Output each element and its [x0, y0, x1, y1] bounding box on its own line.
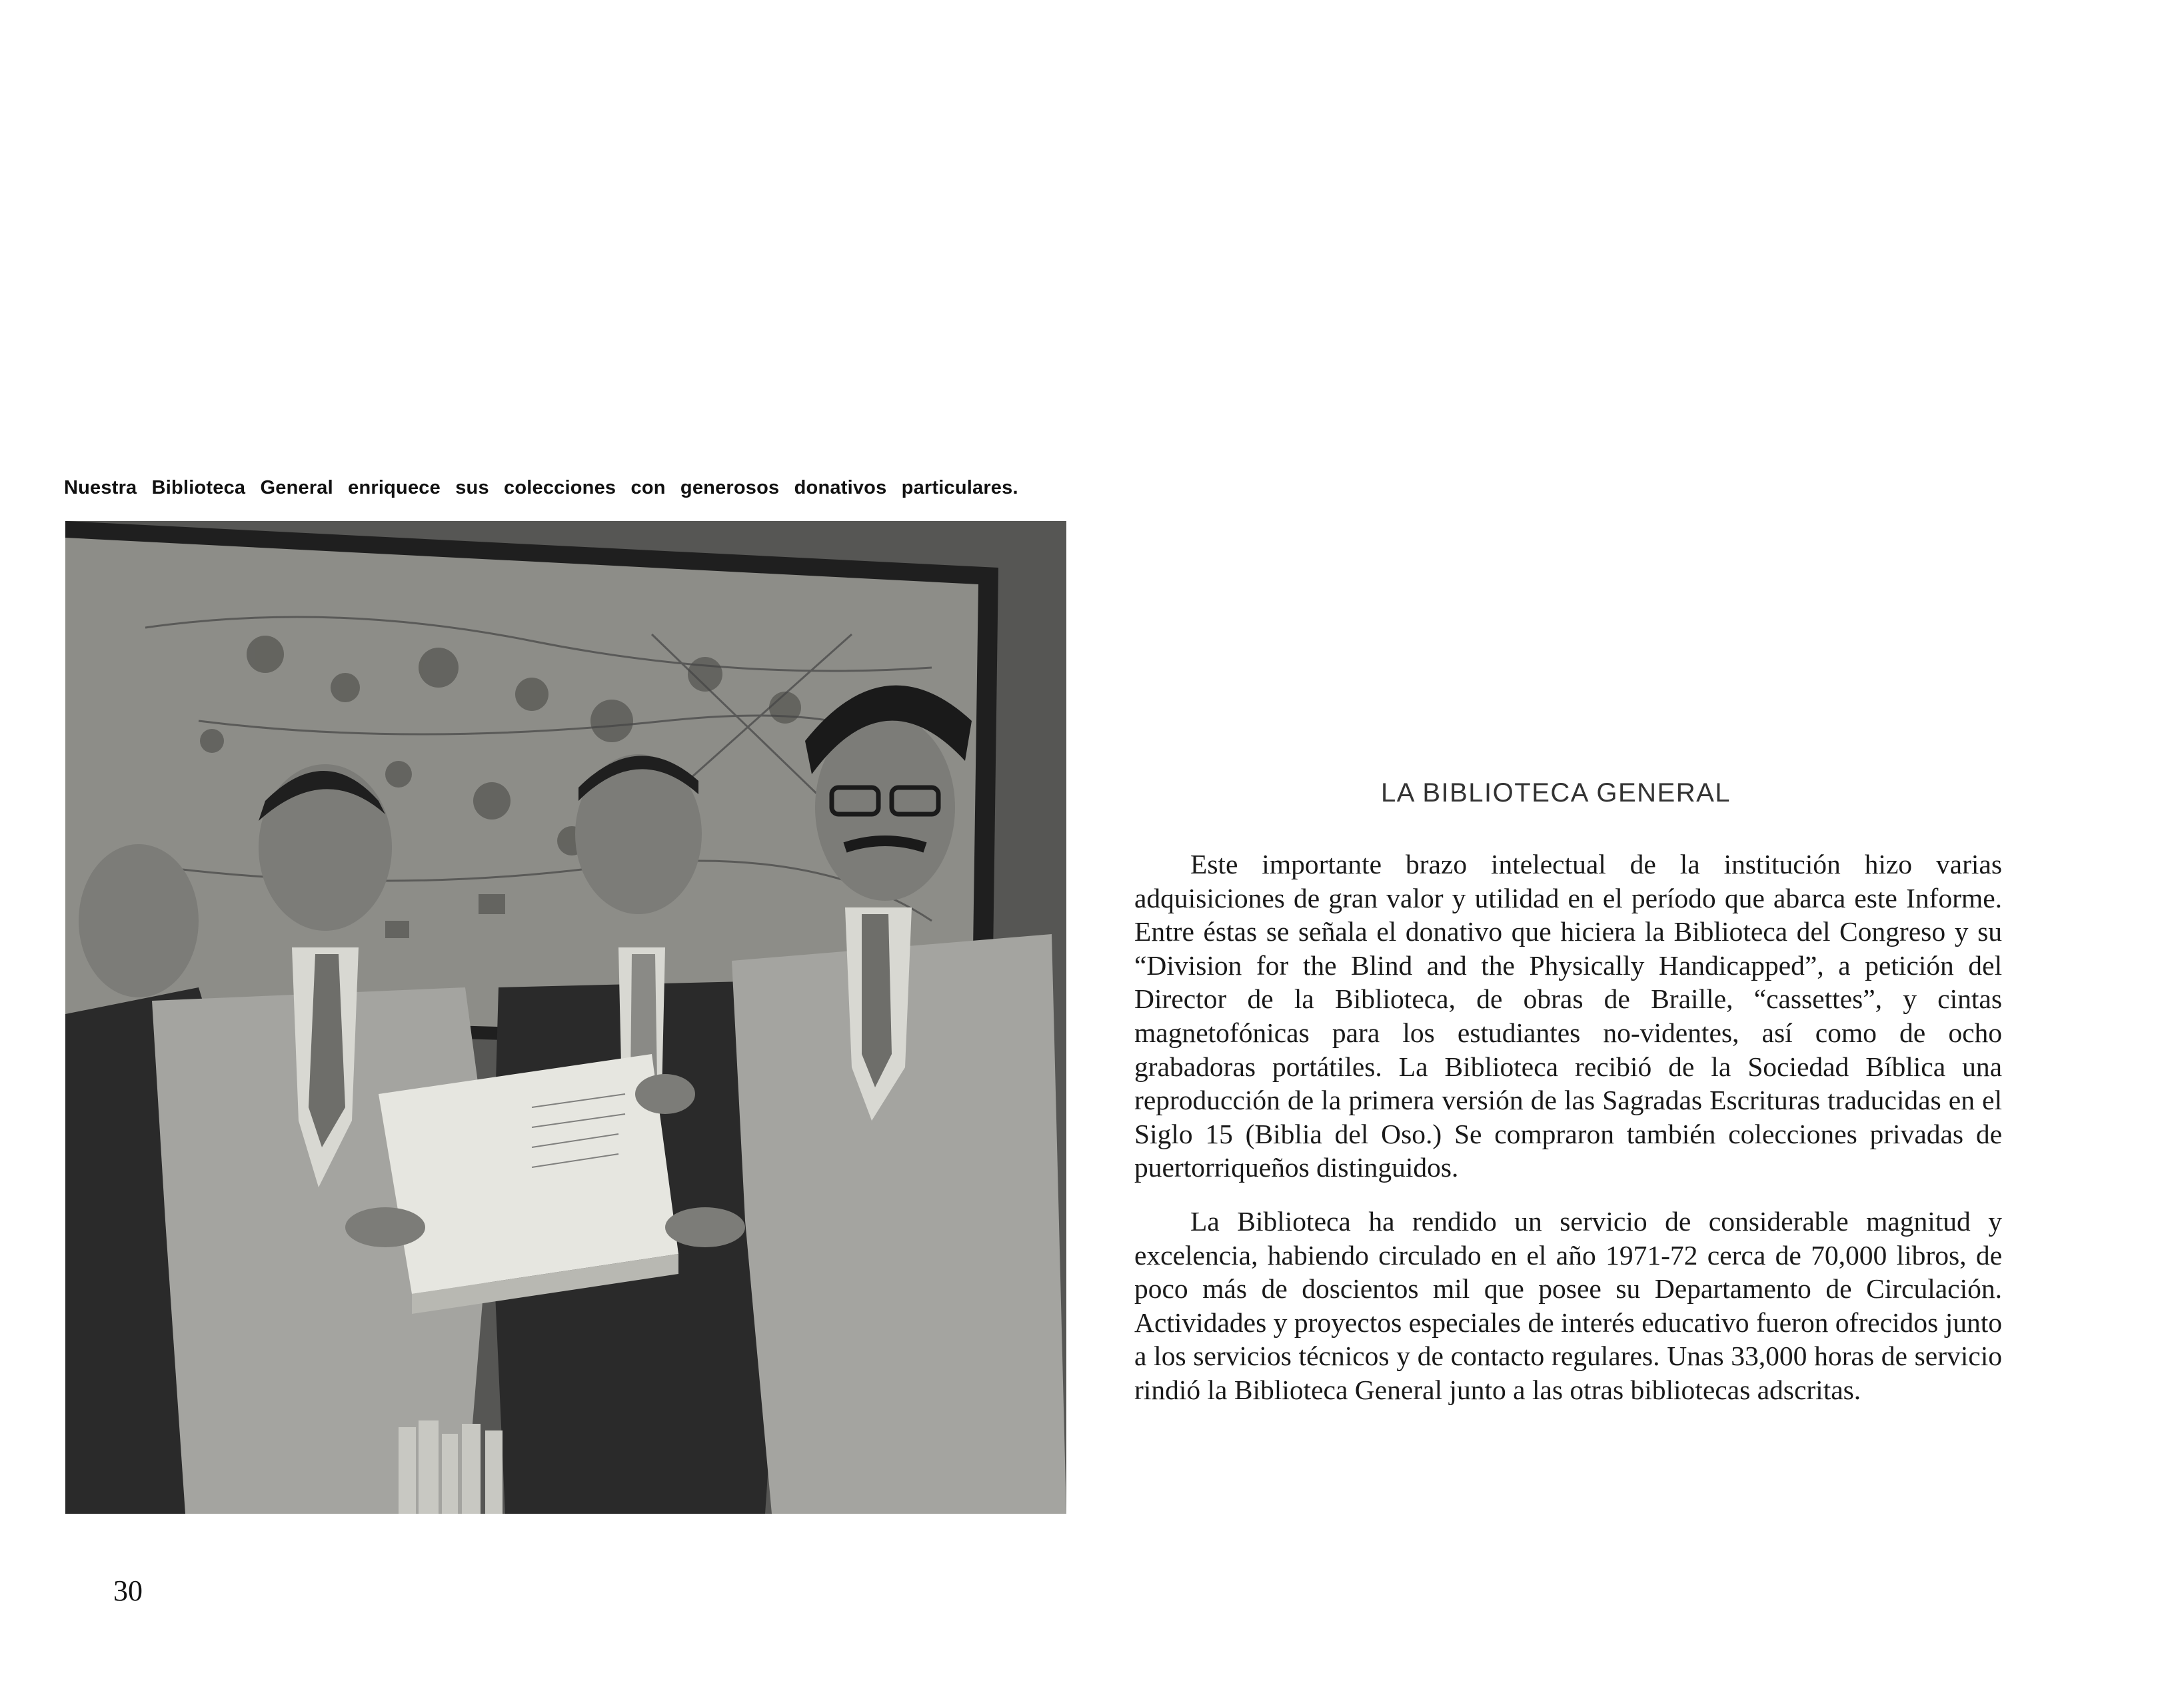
- paragraph-1: Este importante brazo intelectual de la institución hizo varias adquisiciones de gran valor y utilidad en el período que abarca este Informe. Entre éstas se señala el donativo que hiciera la Biblioteca del Congreso y su “Division for the Blind and the Physically Handicapped”, a petición del Director de la Biblioteca, de obras de Braille, “cassettes”, y cintas magnetofónicas para los estudiantes no-videntes, así como de ocho grabadoras portátiles. La Biblioteca recibió de la Sociedad Bíblica una reproducción de la primera versión de las Sagradas Escrituras traducidas en el Siglo 15 (Biblia del Oso.) Se compraron también colecciones privadas de puertorriqueños distinguidos.: [1134, 849, 2002, 1183]
- paragraph-2: La Biblioteca ha rendido un servicio de considerable magnitud y excelencia, habiendo circulado en el año 1971-72 cerca de 70,000 libros, de poco más de doscientos mil que posee su Departamento de Circulación. Actividades y proyectos especiales de interés educativo fueron ofrecidos junto a los servicios técnicos y de contacto regulares. Unas 33,000 horas de servicio rindió la Biblioteca General junto a las otras bibliotecas adscritas.: [1134, 1205, 2002, 1405]
- section-heading: LA BIBLIOTECA GENERAL: [1381, 778, 1731, 808]
- photo-icon: [65, 521, 1066, 1514]
- photo-caption: Nuestra Biblioteca General enriquece sus colecciones con generosos donativos particulares.: [64, 477, 1018, 498]
- page-number: 30: [113, 1574, 143, 1607]
- photograph: [65, 521, 1066, 1514]
- body-text: [1134, 847, 2002, 1427]
